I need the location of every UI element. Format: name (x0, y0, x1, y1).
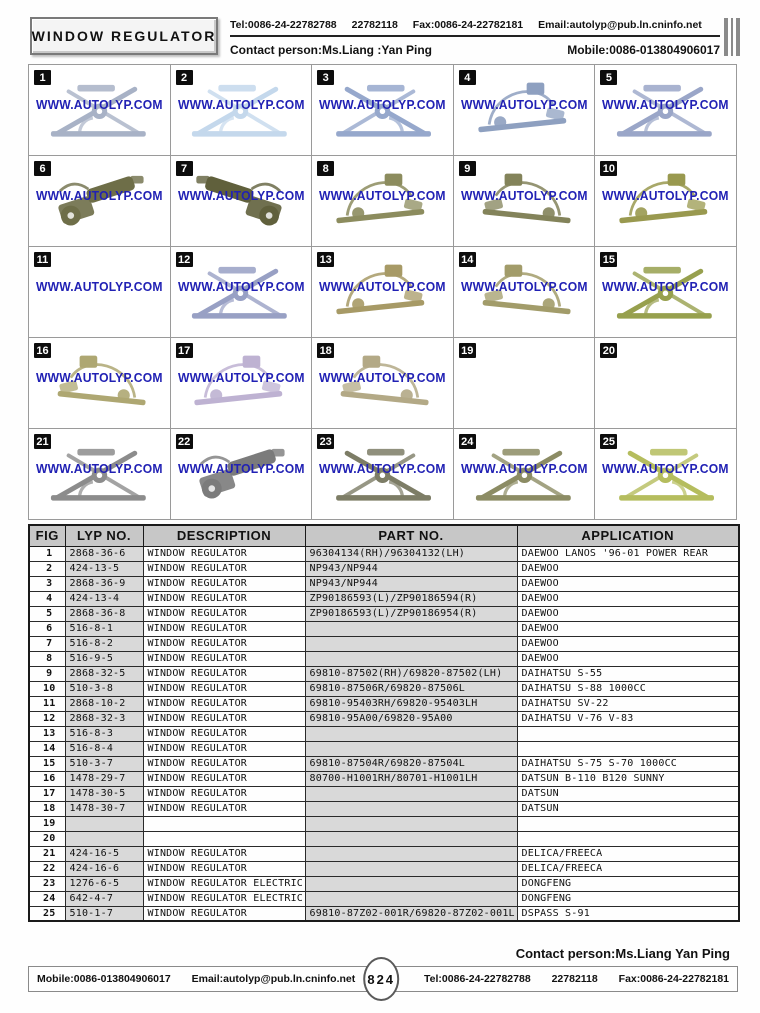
cell-fig: 12 (29, 711, 65, 726)
header-contact-block (230, 14, 720, 60)
cell-application: DAEWOO (517, 621, 739, 636)
table-row (29, 846, 739, 861)
cell-description: WINDOW REGULATOR (143, 801, 305, 816)
cell-lyp-no: 2868-10-2 (65, 696, 143, 711)
table-row (29, 906, 739, 921)
cell-part-no: NP943/NP944 (305, 576, 517, 591)
footer-right-group (424, 973, 729, 985)
grid-cell (29, 65, 171, 156)
cell-fig: 5 (29, 606, 65, 621)
cell-lyp-no: 2868-36-6 (65, 546, 143, 561)
watermark-text: WWW.AUTOLYP.COM (319, 370, 446, 385)
cell-description: WINDOW REGULATOR (143, 756, 305, 771)
watermark-text: WWW.AUTOLYP.COM (319, 188, 446, 203)
figure-number-badge: 21 (34, 434, 51, 449)
grid-cell (454, 156, 596, 247)
cell-part-no (305, 861, 517, 876)
cell-application: DONGFENG (517, 891, 739, 906)
figure-number-badge: 8 (317, 161, 334, 176)
figure-number-badge: 16 (34, 343, 51, 358)
figure-number-badge: 22 (176, 434, 193, 449)
figure-number-badge: 15 (600, 252, 617, 267)
cell-application: DAEWOO (517, 561, 739, 576)
grid-cell (595, 247, 737, 338)
cell-application: DAEWOO (517, 591, 739, 606)
cell-lyp-no: 516-8-3 (65, 726, 143, 741)
cell-lyp-no: 424-13-5 (65, 561, 143, 576)
cell-description: WINDOW REGULATOR ELECTRIC (143, 891, 305, 906)
parts-table (28, 524, 740, 922)
cell-application: DAEWOO (517, 606, 739, 621)
cell-part-no (305, 636, 517, 651)
page-header (28, 12, 740, 62)
watermark-text: WWW.AUTOLYP.COM (177, 370, 305, 385)
cell-description: WINDOW REGULATOR (143, 666, 305, 681)
cell-part-no: 69810-87506R/69820-87506L (305, 681, 517, 696)
cell-part-no (305, 876, 517, 891)
grid-cell (29, 429, 171, 520)
cell-lyp-no: 2868-32-5 (65, 666, 143, 681)
table-row (29, 711, 739, 726)
header-mobile: Mobile:0086-013804906017 (567, 43, 720, 57)
cell-application (517, 741, 739, 756)
column-header-part-no: PART NO. (305, 525, 517, 546)
cell-part-no: ZP90186593(L)/ZP90186954(R) (305, 606, 517, 621)
watermark-text: WWW.AUTOLYP.COM (319, 97, 446, 112)
figure-number-badge: 9 (459, 161, 476, 176)
cell-fig: 13 (29, 726, 65, 741)
watermark-text: WWW.AUTOLYP.COM (35, 97, 163, 112)
watermark-text: WWW.AUTOLYP.COM (602, 279, 730, 294)
table-row (29, 741, 739, 756)
table-row (29, 606, 739, 621)
table-row (29, 561, 739, 576)
figure-number-badge: 2 (176, 70, 193, 85)
table-row (29, 801, 739, 816)
cell-description: WINDOW REGULATOR (143, 621, 305, 636)
cell-fig: 22 (29, 861, 65, 876)
cell-part-no: 69810-95A00/69820-95A00 (305, 711, 517, 726)
cell-part-no (305, 651, 517, 666)
figure-number-badge: 7 (176, 161, 193, 176)
cell-lyp-no: 510-3-7 (65, 756, 143, 771)
cell-description: WINDOW REGULATOR (143, 681, 305, 696)
cell-lyp-no: 424-16-6 (65, 861, 143, 876)
cell-lyp-no: 642-4-7 (65, 891, 143, 906)
cell-application: DAEWOO (517, 576, 739, 591)
header-tel-line (230, 14, 720, 31)
figure-number-badge: 6 (34, 161, 51, 176)
cell-part-no: ZP90186593(L)/ZP90186594(R) (305, 591, 517, 606)
grid-cell (595, 156, 737, 247)
cell-description: WINDOW REGULATOR (143, 786, 305, 801)
grid-cell (171, 65, 313, 156)
cell-fig: 8 (29, 651, 65, 666)
cell-application: DAEWOO (517, 651, 739, 666)
cell-fig: 21 (29, 846, 65, 861)
cell-part-no: 80700-H1001RH/80701-H1001LH (305, 771, 517, 786)
cell-part-no: 69810-95403RH/69820-95403LH (305, 696, 517, 711)
header-tel: Tel:0086-24-22782788 (230, 19, 337, 31)
cell-fig: 10 (29, 681, 65, 696)
cell-lyp-no: 516-8-1 (65, 621, 143, 636)
cell-description: WINDOW REGULATOR (143, 606, 305, 621)
grid-cell (29, 247, 171, 338)
cell-application (517, 831, 739, 846)
cell-fig: 15 (29, 756, 65, 771)
table-row (29, 681, 739, 696)
cell-description: WINDOW REGULATOR (143, 711, 305, 726)
cell-application: DELICA/FREECA (517, 846, 739, 861)
grid-cell (312, 429, 454, 520)
cell-part-no (305, 786, 517, 801)
grid-cell (312, 156, 454, 247)
cell-application: DAEWOO LANOS '96-01 POWER REAR (517, 546, 739, 561)
cell-description: WINDOW REGULATOR (143, 696, 305, 711)
cell-description: WINDOW REGULATOR ELECTRIC (143, 876, 305, 891)
figure-number-badge: 5 (600, 70, 617, 85)
cell-lyp-no: 1478-30-5 (65, 786, 143, 801)
table-row (29, 651, 739, 666)
table-row (29, 786, 739, 801)
cell-part-no: 69810-87504R/69820-87504L (305, 756, 517, 771)
table-row (29, 621, 739, 636)
cell-fig: 24 (29, 891, 65, 906)
grid-cell (454, 338, 596, 429)
footer-fax: Fax:0086-24-22782181 (618, 973, 729, 985)
cell-lyp-no: 424-13-4 (65, 591, 143, 606)
watermark-text: WWW.AUTOLYP.COM (460, 461, 588, 476)
cell-part-no (305, 741, 517, 756)
table-row (29, 756, 739, 771)
watermark-text: WWW.AUTOLYP.COM (602, 97, 730, 112)
cell-fig: 18 (29, 801, 65, 816)
cell-lyp-no: 516-9-5 (65, 651, 143, 666)
watermark-text: WWW.AUTOLYP.COM (35, 279, 163, 294)
cell-fig: 1 (29, 546, 65, 561)
watermark-text: WWW.AUTOLYP.COM (177, 279, 305, 294)
cell-description (143, 816, 305, 831)
cell-lyp-no: 510-3-8 (65, 681, 143, 696)
cell-description: WINDOW REGULATOR (143, 726, 305, 741)
cell-lyp-no: 1478-30-7 (65, 801, 143, 816)
grid-cell (171, 338, 313, 429)
figure-number-badge: 25 (600, 434, 617, 449)
figure-number-badge: 10 (600, 161, 617, 176)
cell-fig: 14 (29, 741, 65, 756)
footer-bar (28, 966, 738, 992)
page-number-badge: 824 (363, 957, 399, 1001)
grid-cell (312, 65, 454, 156)
cell-part-no (305, 726, 517, 741)
watermark-text: WWW.AUTOLYP.COM (460, 188, 588, 203)
grid-cell (454, 65, 596, 156)
cell-description: WINDOW REGULATOR (143, 846, 305, 861)
watermark-text: WWW.AUTOLYP.COM (35, 461, 163, 476)
column-header-description: DESCRIPTION (143, 525, 305, 546)
figure-number-badge: 3 (317, 70, 334, 85)
grid-cell (595, 65, 737, 156)
cell-application: DONGFENG (517, 876, 739, 891)
figure-number-badge: 23 (317, 434, 334, 449)
column-header-fig: FIG (29, 525, 65, 546)
footer-tel2: 22782118 (551, 973, 598, 985)
product-grid (28, 64, 737, 520)
cell-fig: 11 (29, 696, 65, 711)
cell-description: WINDOW REGULATOR (143, 636, 305, 651)
grid-cell (312, 247, 454, 338)
figure-number-badge: 17 (176, 343, 193, 358)
table-row (29, 666, 739, 681)
grid-cell (595, 338, 737, 429)
footer-email: Email:autolyp@pub.ln.cninfo.net (191, 973, 356, 985)
grid-cell (454, 247, 596, 338)
cell-application: DATSUN (517, 786, 739, 801)
cell-lyp-no: 510-1-7 (65, 906, 143, 921)
header-fax: Fax:0086-24-22782181 (412, 19, 524, 31)
grid-cell (171, 429, 313, 520)
cell-part-no: 69810-87502(RH)/69820-87502(LH) (305, 666, 517, 681)
cell-description: WINDOW REGULATOR (143, 771, 305, 786)
grid-cell (454, 429, 596, 520)
cell-description: WINDOW REGULATOR (143, 861, 305, 876)
figure-number-badge: 12 (176, 252, 193, 267)
cell-description: WINDOW REGULATOR (143, 561, 305, 576)
figure-number-badge: 1 (34, 70, 51, 85)
cell-part-no (305, 801, 517, 816)
figure-number-badge: 11 (34, 252, 51, 267)
table-row (29, 591, 739, 606)
grid-cell (29, 338, 171, 429)
figure-number-badge: 14 (459, 252, 476, 267)
cell-description: WINDOW REGULATOR (143, 576, 305, 591)
footer-mobile: Mobile:0086-013804906017 (37, 973, 171, 985)
cell-fig: 9 (29, 666, 65, 681)
watermark-text: WWW.AUTOLYP.COM (35, 370, 163, 385)
cell-application: DSPASS S-91 (517, 906, 739, 921)
header-tel2: 22782118 (351, 19, 398, 31)
cell-application: DAEWOO (517, 636, 739, 651)
cell-part-no: 96304134(RH)/96304132(LH) (305, 546, 517, 561)
cell-description (143, 831, 305, 846)
footer-tel: Tel:0086-24-22782788 (424, 973, 531, 985)
table-row (29, 576, 739, 591)
table-row (29, 861, 739, 876)
cell-application: DATSUN B-110 B120 SUNNY (517, 771, 739, 786)
cell-lyp-no: 1276-6-5 (65, 876, 143, 891)
column-header-lyp-no: LYP NO. (65, 525, 143, 546)
table-row (29, 636, 739, 651)
watermark-text: WWW.AUTOLYP.COM (602, 188, 730, 203)
table-row (29, 891, 739, 906)
cell-lyp-no (65, 831, 143, 846)
watermark-text: WWW.AUTOLYP.COM (602, 461, 730, 476)
cell-lyp-no: 516-8-4 (65, 741, 143, 756)
watermark-text: WWW.AUTOLYP.COM (319, 279, 446, 294)
cell-lyp-no: 2868-36-8 (65, 606, 143, 621)
cell-part-no (305, 831, 517, 846)
cell-fig: 2 (29, 561, 65, 576)
table-row (29, 771, 739, 786)
cell-part-no (305, 816, 517, 831)
watermark-text: WWW.AUTOLYP.COM (177, 188, 305, 203)
header-contact-line (230, 37, 720, 57)
cell-fig: 4 (29, 591, 65, 606)
cell-fig: 7 (29, 636, 65, 651)
cell-fig: 3 (29, 576, 65, 591)
cell-fig: 20 (29, 831, 65, 846)
cell-lyp-no: 2868-36-9 (65, 576, 143, 591)
cell-description: WINDOW REGULATOR (143, 651, 305, 666)
cell-application: DATSUN (517, 801, 739, 816)
grid-cell (312, 338, 454, 429)
cell-lyp-no: 1478-29-7 (65, 771, 143, 786)
watermark-text: WWW.AUTOLYP.COM (177, 97, 305, 112)
cell-application: DELICA/FREECA (517, 861, 739, 876)
cell-part-no (305, 846, 517, 861)
figure-number-badge: 20 (600, 343, 617, 358)
cell-application: DAIHATSU S-75 S-70 1000CC (517, 756, 739, 771)
page-title: WINDOW REGULATOR (30, 17, 218, 55)
cell-fig: 23 (29, 876, 65, 891)
cell-lyp-no: 2868-32-3 (65, 711, 143, 726)
cell-description: WINDOW REGULATOR (143, 906, 305, 921)
binding-marks-icon (724, 18, 740, 56)
grid-cell (29, 156, 171, 247)
cell-description: WINDOW REGULATOR (143, 546, 305, 561)
cell-application: DAIHATSU S-88 1000CC (517, 681, 739, 696)
table-row (29, 876, 739, 891)
cell-fig: 19 (29, 816, 65, 831)
footer-contact-person: Contact person:Ms.Liang Yan Ping (515, 946, 730, 961)
cell-fig: 17 (29, 786, 65, 801)
figure-number-badge: 13 (317, 252, 334, 267)
cell-application (517, 726, 739, 741)
figure-number-badge: 24 (459, 434, 476, 449)
grid-cell (595, 429, 737, 520)
cell-part-no (305, 891, 517, 906)
grid-cell (171, 247, 313, 338)
cell-fig: 6 (29, 621, 65, 636)
figure-number-badge: 19 (459, 343, 476, 358)
cell-application: DAIHATSU V-76 V-83 (517, 711, 739, 726)
cell-lyp-no: 516-8-2 (65, 636, 143, 651)
watermark-text: WWW.AUTOLYP.COM (35, 188, 163, 203)
header-email: Email:autolyp@pub.ln.cninfo.net (538, 19, 702, 31)
table-header-row (29, 525, 739, 546)
cell-lyp-no (65, 816, 143, 831)
table-row (29, 831, 739, 846)
watermark-text: WWW.AUTOLYP.COM (460, 97, 588, 112)
table-row (29, 696, 739, 711)
cell-application (517, 816, 739, 831)
column-header-application: APPLICATION (517, 525, 739, 546)
cell-fig: 25 (29, 906, 65, 921)
watermark-text: WWW.AUTOLYP.COM (319, 461, 446, 476)
cell-lyp-no: 424-16-5 (65, 846, 143, 861)
grid-cell (171, 156, 313, 247)
watermark-text: WWW.AUTOLYP.COM (460, 279, 588, 294)
cell-description: WINDOW REGULATOR (143, 591, 305, 606)
cell-application: DAIHATSU SV-22 (517, 696, 739, 711)
cell-application: DAIHATSU S-55 (517, 666, 739, 681)
table-row (29, 816, 739, 831)
cell-description: WINDOW REGULATOR (143, 741, 305, 756)
cell-part-no (305, 621, 517, 636)
header-contact-person: Contact person:Ms.Liang :Yan Ping (230, 43, 433, 57)
footer-left-group (37, 973, 355, 985)
cell-fig: 16 (29, 771, 65, 786)
cell-part-no: 69810-87Z02-001R/69820-87Z02-001L (305, 906, 517, 921)
table-row (29, 726, 739, 741)
figure-number-badge: 4 (459, 70, 476, 85)
cell-part-no: NP943/NP944 (305, 561, 517, 576)
watermark-text: WWW.AUTOLYP.COM (177, 461, 305, 476)
table-row (29, 546, 739, 561)
figure-number-badge: 18 (317, 343, 334, 358)
